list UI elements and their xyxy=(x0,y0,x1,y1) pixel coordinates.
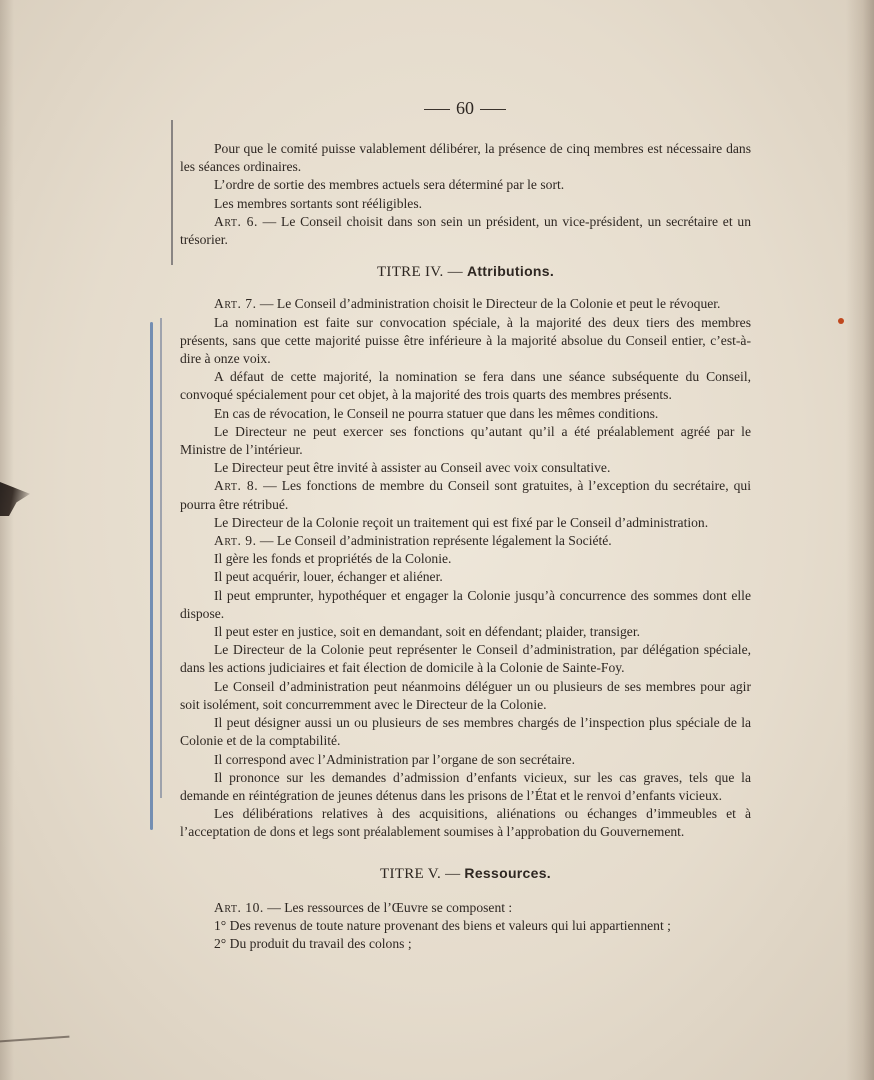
paragraph xyxy=(180,405,751,423)
paragraph-text: Le Directeur de la Colonie peut représenter le Conseil d’administration, par délégation spéciale, dans les actions judiciaires et fait élection de domicile à la Colonie de Sainte-Foy. xyxy=(180,642,751,676)
paragraph xyxy=(180,714,751,750)
right-edge-shadow xyxy=(846,0,874,1080)
paragraph xyxy=(180,587,751,623)
paragraph-text: Le Directeur ne peut exercer ses fonctions qu’autant qu’il a été préalablement agréé par le Ministre de l’intérieur. xyxy=(180,423,751,458)
section-title-name: Attributions. xyxy=(466,263,555,280)
paragraph-text: 1° Des revenus de toute nature provenant des biens et valeurs qui lui appartiennent ; xyxy=(214,917,671,933)
red-ink-dot xyxy=(838,318,844,324)
section-title-label: TITRE V. — xyxy=(380,865,465,882)
margin-pencil-line-top xyxy=(171,120,173,265)
paragraph xyxy=(180,176,751,194)
article-paragraph xyxy=(180,477,751,513)
article-number: Art. 7. xyxy=(214,296,257,312)
paragraph xyxy=(180,423,751,459)
paragraph xyxy=(180,641,751,677)
paragraph-text: — Les ressources de l’Œuvre se composent : xyxy=(263,899,513,915)
paragraph xyxy=(180,195,751,213)
paragraph-text: Le Conseil d’administration peut néanmoins déléguer un ou plusieurs de ses membres pour agir soit isolément, soit concurremment avec le Directeur de la Colonie. xyxy=(180,678,751,712)
section-title-label: TITRE IV. — xyxy=(376,264,467,281)
paragraph-text: Il peut emprunter, hypothéquer et engager la Colonie jusqu’à concurrence des sommes dont elle dispose. xyxy=(180,587,751,621)
paragraph xyxy=(180,917,751,935)
article-number: Art. 8. xyxy=(214,478,259,494)
paragraph-text: — Le Conseil d’administration choisit le Directeur de la Colonie et peut le révoquer. xyxy=(256,296,721,312)
article-paragraph xyxy=(180,899,751,917)
paragraph-text: Il prononce sur les demandes d’admission d’enfants vicieux, sur les cas graves, tels que la demande en réintégration de jeunes détenus dans les prisons de l’État et le renvoi d’enfants vicieux. xyxy=(180,769,751,803)
paragraph xyxy=(180,751,751,769)
section-title xyxy=(180,262,751,281)
article-paragraph xyxy=(180,213,751,249)
paragraph xyxy=(180,514,751,532)
paragraph-text: Les membres sortants sont rééligibles. xyxy=(214,195,423,211)
paragraph-text: Il peut ester en justice, soit en demandant, soit en défendant; plaider, transiger. xyxy=(214,624,641,640)
article-paragraph xyxy=(180,295,751,313)
paragraph xyxy=(180,550,751,568)
paragraph xyxy=(180,314,751,369)
document-body xyxy=(180,140,751,953)
paragraph-text: L’ordre de sortie des membres actuels sera déterminé par le sort. xyxy=(214,177,565,193)
paragraph xyxy=(180,140,751,176)
left-edge-shadow xyxy=(0,0,14,1080)
paragraph xyxy=(180,623,751,641)
paragraph xyxy=(180,459,751,477)
paragraph-text: Il peut désigner aussi un ou plusieurs de ses membres chargés de l’inspection plus spéciale de la Colonie et de la comptabilité. xyxy=(180,715,751,749)
paragraph xyxy=(180,935,751,953)
paragraph-text: Il correspond avec l’Administration par l’organe de son secrétaire. xyxy=(214,751,575,767)
paragraph-text: 2° Du produit du travail des colons ; xyxy=(214,936,412,952)
paragraph-text: — Le Conseil d’administration représente légalement la Société. xyxy=(256,533,612,549)
paragraph-text: A défaut de cette majorité, la nomination se fera dans une séance subséquente du Conseil, convoqué spécialement pour cet objet, à la majorité des trois quarts des membres présents. xyxy=(180,369,751,403)
paragraph-text: Les délibérations relatives à des acquisitions, aliénations ou échanges d’immeubles et à l’acceptation de dons et legs sont préalablement soumises à l’approbation du Gouvernement. xyxy=(180,806,751,840)
margin-pencil-line-middle xyxy=(160,318,162,798)
page-number: 60 xyxy=(410,96,520,120)
section-title xyxy=(180,864,751,883)
paragraph-text: Le Directeur peut être invité à assister au Conseil avec voix consultative. xyxy=(214,460,611,476)
paragraph-text: — Les fonctions de membre du Conseil sont gratuites, à l’exception du secrétaire, qui pourra être rétribué. xyxy=(180,478,751,512)
paragraph-text: Il gère les fonds et propriétés de la Colonie. xyxy=(214,551,452,567)
section-title-name: Ressources. xyxy=(464,864,551,881)
article-number: Art. 9. xyxy=(214,533,257,549)
article-number: Art. 10. xyxy=(214,899,264,915)
paragraph xyxy=(180,805,751,841)
margin-blue-pencil-line xyxy=(150,322,153,830)
paragraph-text: Pour que le comité puisse valablement délibérer, la présence de cinq membres est nécessaire dans les séances ordinaires. xyxy=(180,141,751,175)
paragraph-text: La nomination est faite sur convocation spéciale, à la majorité des deux tiers des membres présents, sans que cette majorité puisse être inférieure à la majorité absolue du Conseil entier, c’est-à-dire à onze voix. xyxy=(180,314,751,367)
paragraph xyxy=(180,678,751,714)
paragraph xyxy=(180,769,751,805)
paragraph-text: — Le Conseil choisit dans son sein un président, un vice-président, un secrétaire et un trésorier. xyxy=(180,213,751,248)
paragraph xyxy=(180,568,751,586)
paragraph-text: Il peut acquérir, louer, échanger et aliéner. xyxy=(214,569,443,585)
article-number: Art. 6. xyxy=(214,213,258,229)
article-paragraph xyxy=(180,532,751,550)
paragraph-text: Le Directeur de la Colonie reçoit un traitement qui est fixé par le Conseil d’administration. xyxy=(214,514,709,530)
paragraph xyxy=(180,368,751,404)
paragraph-text: En cas de révocation, le Conseil ne pourra statuer que dans les mêmes conditions. xyxy=(214,405,659,421)
